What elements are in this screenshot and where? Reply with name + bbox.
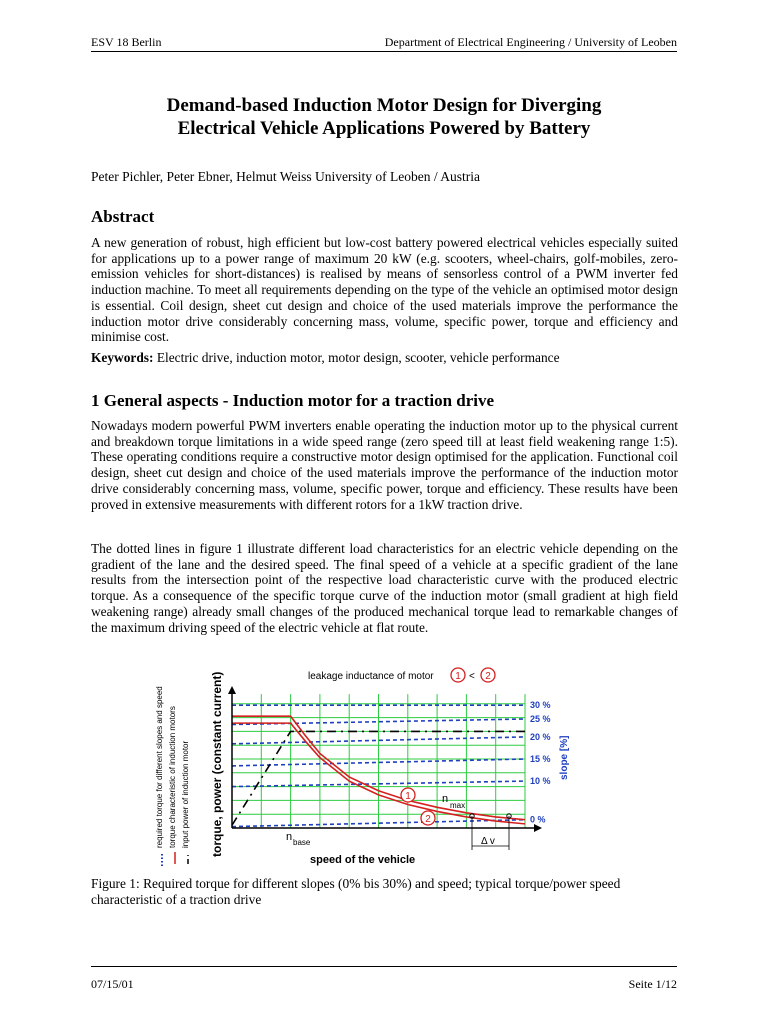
title-line-2: Electrical Vehicle Applications Powered by Battery (177, 118, 591, 139)
section-1-paragraph-1: Nowadays modern powerful PWM inverters enable operating the induction motor up to the physical current and breakdown torque limitations in a wide speed range (zero speed till at least field weakening range 1:5). These operating conditions require a constructive motor design optimised for the application. Functional coil design, sheet cut design and choice of the used materials improve the performance of the induction motor drive considerably concerning mass, volume, specific power, torque and efficiency. These results have been proved in extensive measurements with different rotors for a 1kW traction drive. (91, 418, 678, 512)
right-axis-ticks (530, 700, 551, 825)
figure-1 (150, 650, 600, 870)
page-footer (91, 966, 677, 989)
curve-marker-2: 2 (425, 814, 431, 825)
section-1-heading: 1 General aspects - Induction motor for a traction drive (91, 391, 495, 410)
right-tick-label: 30 % (530, 700, 551, 711)
abstract-text: A new generation of robust, high efficient but low-cost battery powered electrical vehicles especially suited for applications up to a power range of maximum 20 kW (e.g. scooters, wheel-chairs, golf-mobiles, zero-emission vehicles for short-distances) is realised by means of sensorless control of a PWM inverter fed induction machine. To meet all requirements depending on the type of the vehicle an optimised motor design is essential. Coil design, sheet cut design and choice of the used materials improve the performance the induction motor drive considerably concerning mass, volume, specific power, torque and efficiency and minimise cost. (91, 235, 678, 345)
n-base-label: n (286, 831, 293, 843)
footer-date: 07/15/01 (91, 977, 134, 991)
right-tick-label: 15 % (530, 754, 551, 764)
legend-item-torque-characteristic: torque characteristic of induction motors (168, 706, 177, 848)
keywords (91, 350, 678, 366)
chart-title: leakage inductance of motor (308, 671, 434, 682)
page-header (91, 33, 677, 52)
section-1-paragraph-2: The dotted lines in figure 1 illustrate different load characteristics for an electric vehicle depending on the gradient of the lane and the desired speed. The final speed of a vehicle at a specific gradient of the lane results from the intersection point of the respective load characteristic curve with the produced electric torque. As a consequence of the specific torque curve of the induction motor (small gradient at high field weakening range) already small changes of the produced mechanical torque lead to remarkable changes of the maximum driving speed of the electric vehicle at flat route. (91, 541, 678, 635)
x-axis-label: speed of the vehicle (310, 854, 416, 866)
right-axis-label: slope [%] (559, 735, 570, 780)
title-marker-2: 2 (485, 671, 491, 682)
abstract-heading: Abstract (91, 207, 155, 226)
authors: Peter Pichler, Peter Ebner, Helmut Weiss University of Leoben / Austria (91, 169, 480, 184)
right-tick-label: 0 % (530, 814, 546, 825)
header-conference: ESV 18 Berlin (91, 35, 162, 49)
chart-legend (155, 686, 190, 866)
delta-v-label: Δ v (481, 836, 495, 847)
figure-1-chart (150, 650, 600, 870)
n-base-subscript: base (293, 838, 311, 847)
title-marker-1: 1 (455, 671, 461, 682)
legend-item-required-torque: required torque for different slopes and speed (155, 686, 164, 848)
y-axis-label: torque, power (constant current) (210, 671, 224, 857)
chart-grid (232, 694, 525, 828)
y-axis-arrow (228, 686, 236, 694)
legend-item-input-power: input power of induction motor (181, 740, 190, 848)
x-axis-arrow (534, 824, 542, 832)
title-line-1: Demand-based Induction Motor Design for Diverging (166, 95, 602, 116)
right-tick-label: 20 % (530, 731, 551, 742)
paper-title (60, 94, 708, 140)
keywords-label: Keywords: (91, 350, 154, 365)
curve-marker-1: 1 (405, 791, 411, 802)
figure-1-caption: Figure 1: Required torque for different slopes (0% bis 30%) and speed; typical torque/power speed characteristic of a traction drive (91, 876, 621, 907)
right-tick-label: 10 % (530, 776, 551, 787)
keywords-text: Electric drive, induction motor, motor design, scooter, vehicle performance (153, 350, 560, 365)
title-marker-lt: < (469, 671, 475, 682)
n-max-label: n (442, 793, 449, 805)
n-max-subscript: max (450, 801, 466, 810)
footer-page-number: Seite 1/12 (628, 977, 677, 991)
right-tick-label: 25 % (530, 713, 551, 724)
header-department: Department of Electrical Engineering / University of Leoben (384, 35, 677, 49)
